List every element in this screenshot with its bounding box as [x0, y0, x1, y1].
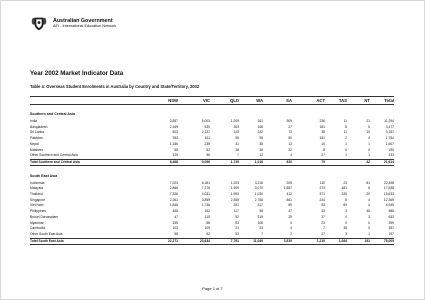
table-row [30, 148, 394, 153]
table-cell: 5,003 [201, 119, 210, 123]
table-row [30, 192, 394, 197]
table-cell: 15,633 [383, 192, 394, 196]
table-cell: 611 [204, 136, 210, 141]
column-header: TAS [338, 98, 347, 103]
table-cell: 1 [345, 141, 347, 146]
table-cell: 393 [172, 136, 178, 141]
table-cell: 1,219 [316, 238, 325, 243]
table-caption: Table 4: Overseas Student Enrolments in Australia by Country and State/Territory, 2002 [30, 84, 200, 89]
row-label: India [30, 119, 38, 123]
table-cell: 8,468 [169, 159, 178, 164]
table-cell: 10 [321, 141, 325, 146]
table-row [30, 119, 394, 124]
table-cell: 1,848 [169, 203, 178, 208]
table-cell: 69 [288, 203, 292, 208]
row-label: Malaysia [30, 186, 44, 191]
table-cell: 11 [343, 130, 347, 135]
table-total-row [30, 159, 394, 166]
row-label: Brunei Darussalam [30, 214, 59, 219]
coat-of-arms-icon [30, 14, 48, 32]
table-cell: 6 [368, 186, 370, 191]
table-cell: 242 [257, 130, 263, 135]
table-cell: 106 [257, 220, 263, 225]
table-cell: 29 [288, 214, 292, 219]
table-cell: 68 [206, 220, 210, 225]
table-cell: 55 [174, 147, 178, 152]
column-header: NT [364, 98, 370, 103]
table-cell: 96 [235, 136, 239, 141]
table-cell: 27 [321, 153, 325, 158]
table-row [30, 181, 394, 186]
region-heading: Southern and Central Asia [30, 112, 75, 116]
table-cell: 7,023 [169, 180, 178, 185]
table-cell: 53 [235, 220, 239, 225]
table-cell: 73 [288, 130, 292, 135]
table-cell: 56 [206, 153, 210, 158]
table-cell: 1,557 [283, 186, 292, 191]
column-header: ACT [316, 98, 325, 103]
table-cell: 209 [286, 180, 292, 185]
column-header: NSW [168, 98, 178, 103]
table-cell: 7 [261, 231, 263, 236]
table-cell: 42 [366, 159, 370, 164]
table-cell: 33 [321, 209, 325, 214]
table-cell: 52 [206, 147, 210, 152]
table-cell: 412 [286, 192, 292, 196]
table-cell: 251 [233, 203, 239, 208]
table-cell: 8 [345, 124, 347, 129]
page-number: Page 1 of 7 [202, 286, 223, 291]
table-cell: 11,049 [253, 238, 263, 243]
table-cell: 481 [341, 186, 347, 191]
table-cell: 151 [319, 136, 325, 141]
table-cell: 2,137 [201, 130, 210, 135]
table-cell: 273 [319, 186, 325, 191]
table-cell: 22,498 [383, 180, 394, 185]
table-cell: 12 [259, 153, 263, 158]
table-cell: 4 [290, 226, 292, 231]
table-cell: 1,754 [385, 136, 394, 141]
table-cell: 37 [321, 214, 325, 219]
table-row [30, 203, 394, 208]
table-row [30, 198, 394, 203]
table-cell: 2,768 [254, 197, 263, 202]
table-cell: 4 [290, 153, 292, 158]
table-cell: 1,203 [230, 180, 239, 185]
table-row [30, 153, 394, 158]
table-cell: 27 [321, 231, 325, 236]
table-cell: 315 [257, 214, 263, 219]
table-cell: 399 [388, 220, 394, 225]
table-cell: 1,030 [254, 192, 263, 196]
table-cell: 503 [172, 130, 178, 135]
table-cell: 1 [368, 141, 370, 146]
table-cell: 181 [319, 124, 325, 129]
table-total-row [30, 238, 394, 245]
table-cell: 117 [233, 209, 239, 214]
table-cell: 3 [345, 231, 347, 236]
table-row [30, 142, 394, 147]
table-cell: 466 [172, 209, 178, 214]
table-cell: 7 [323, 226, 325, 231]
table-cell: 58 [174, 231, 178, 236]
table-cell: 23 [321, 220, 325, 225]
table-cell: 92 [235, 214, 239, 219]
table-cell: 3,519 [283, 238, 292, 243]
table-cell: 7,276 [201, 186, 210, 191]
table-cell: 0 [345, 220, 347, 225]
table-cell: 192 [204, 209, 210, 214]
table-cell: 1 [368, 153, 370, 158]
column-header: Total [384, 98, 394, 103]
table-row [30, 215, 394, 220]
table-cell: 190 [388, 147, 394, 152]
table-cell: 4 [368, 136, 370, 141]
table-cell: 2 [290, 231, 292, 236]
table-cell: 155 [172, 220, 178, 225]
table-cell: 23,634 [199, 238, 210, 243]
table-header [30, 96, 394, 105]
table-cell: 239 [204, 141, 210, 146]
table-cell: 3,859 [201, 197, 210, 202]
table-row [30, 232, 394, 237]
row-label: Viet Nam [30, 203, 44, 208]
table-cell: 2,866 [169, 186, 178, 191]
table-cell: 8 [345, 197, 347, 202]
table-cell: 125 [172, 153, 178, 158]
table-cell: 0 [345, 214, 347, 219]
table-cell: 36 [259, 147, 263, 152]
table-cell: 633 [388, 214, 394, 219]
table-cell: 4 [368, 203, 370, 208]
row-label: Pakistan [30, 136, 43, 141]
table-cell: 23 [343, 180, 347, 185]
table-cell: 0 [368, 220, 370, 225]
region-heading: South East Asia [30, 173, 58, 178]
table-cell: 620 [286, 159, 292, 164]
column-header: QLD [230, 98, 239, 103]
table-cell: 3,477 [385, 124, 394, 129]
table-cell: 986 [388, 209, 394, 214]
column-header: SA [286, 98, 292, 103]
row-label: Philippines [30, 209, 46, 214]
table-cell: 3,070 [254, 186, 263, 191]
table-cell: 3 [368, 214, 370, 219]
row-label: Other Southern and Central Asia [30, 153, 78, 158]
table-cell: 8 [323, 147, 325, 152]
table-cell: 2,355 [230, 197, 239, 202]
table-row [30, 136, 394, 141]
table-cell: 38 [343, 226, 347, 231]
table-cell: 4,031 [201, 192, 210, 196]
table-cell: 1,209 [230, 119, 239, 123]
table-cell: 1,018 [254, 159, 263, 164]
table-cell: 143 [233, 130, 239, 135]
table-cell: 38 [321, 130, 325, 135]
table-cell: 357 [388, 226, 394, 231]
table-cell: 3,857 [169, 119, 178, 123]
table-row [30, 221, 394, 226]
table-cell: 17,538 [383, 186, 394, 191]
table-cell: 5 [368, 124, 370, 129]
table-cell: 13 [288, 141, 292, 146]
table-cell: 2,169 [169, 124, 178, 129]
table-cell: 110 [204, 214, 210, 219]
org-name: Australian Government [53, 17, 113, 24]
table-cell: 11 [343, 119, 347, 123]
table-cell: 317 [257, 203, 263, 208]
table-cell: 110 [319, 180, 325, 185]
table-cell: 69 [343, 203, 347, 208]
org-network: AEI - International Education Network [53, 23, 117, 28]
row-label: Bangladesh [30, 124, 48, 129]
table-cell: 3 [345, 209, 347, 214]
table-cell: 371 [319, 192, 325, 196]
table-cell: 22,271 [167, 238, 178, 243]
table-cell: 9,096 [201, 159, 210, 164]
table-cell: 1 [368, 231, 370, 236]
row-label: Other South East Asia [30, 231, 63, 236]
table-cell: 4,949 [385, 203, 394, 208]
table-cell: 3,216 [254, 180, 263, 185]
table-cell: 1,909 [230, 186, 239, 191]
table-cell: 46 [366, 209, 370, 214]
table-cell: 22 [288, 147, 292, 152]
row-label: Total South East Asia [30, 238, 64, 243]
column-header: VIC [203, 98, 210, 103]
table-cell: 103 [172, 226, 178, 231]
table-cell: 191 [364, 238, 370, 243]
header-logo [30, 14, 116, 32]
table-cell: 225 [341, 192, 347, 196]
row-label: Nepal [30, 141, 39, 146]
row-label: Indonesia [30, 180, 45, 185]
table-cell: 31 [235, 141, 239, 146]
table-cell: 23 [259, 226, 263, 231]
table-cell: 0 [368, 147, 370, 152]
row-label: Sri Lanka [30, 130, 44, 135]
table-cell: 630 [204, 124, 210, 129]
table-cell: 197 [388, 231, 394, 236]
table-cell: 0 [345, 147, 347, 152]
table-cell: 303 [233, 124, 239, 129]
table-cell: 7 [237, 153, 239, 158]
table-cell: 81 [366, 180, 370, 185]
table-cell: 861 [286, 197, 292, 202]
table-row [30, 125, 394, 130]
table-cell: 21 [235, 226, 239, 231]
table-cell: 53 [321, 203, 325, 208]
table-cell: 7,791 [230, 238, 239, 243]
table-cell: 6,181 [201, 180, 210, 185]
table-row [30, 186, 394, 191]
table-cell: 4 [290, 220, 292, 225]
table-cell: 1,186 [169, 141, 178, 146]
row-label: Thailand [30, 192, 43, 196]
table-cell: 28 [235, 147, 239, 152]
row-label: Maldives [30, 147, 44, 152]
table-cell: 50 [288, 136, 292, 141]
column-header: WA [256, 98, 263, 103]
table-cell: 2,261 [169, 197, 178, 202]
table-row [30, 226, 394, 231]
table-cell: 98 [259, 209, 263, 214]
table-cell: 27 [288, 124, 292, 129]
table-cell: 47 [174, 214, 178, 219]
row-label: Singapore [30, 197, 46, 202]
table-cell: 79 [321, 159, 325, 164]
table-cell: 1,749 [230, 159, 239, 164]
table-cell: 21,614 [383, 159, 394, 164]
table-cell: 109 [204, 226, 210, 231]
table-cell: 1,736 [201, 203, 210, 208]
table-cell: 12,369 [383, 197, 394, 202]
table-cell: 21 [366, 119, 370, 123]
table-cell: 11,294 [384, 119, 394, 123]
table-cell: 47 [288, 209, 292, 214]
table-row [30, 209, 394, 214]
table-cell: 3,157 [385, 130, 394, 135]
table-cell: 168 [257, 124, 263, 129]
row-label: Myanmar [30, 220, 44, 225]
table-cell: 95 [259, 136, 263, 141]
table-cell: 0 [368, 226, 370, 231]
table-cell: 75,009 [383, 238, 394, 243]
table-cell: 62 [206, 231, 210, 236]
table-cell: 1,993 [230, 192, 239, 196]
table-cell: 161 [257, 119, 263, 123]
table-cell: 233 [388, 153, 394, 158]
table-row [30, 130, 394, 135]
table-cell: 38 [259, 141, 263, 146]
table-cell: 236 [319, 119, 325, 123]
document-title: Year 2002 Market Indicator Data [30, 70, 124, 77]
table-cell: 7,326 [169, 192, 178, 196]
table-cell: 244 [319, 197, 325, 202]
table-cell: 909 [286, 119, 292, 123]
table-cell: 53 [235, 231, 239, 236]
table-cell: 1,084 [338, 238, 347, 243]
table-cell: 1 [345, 153, 347, 158]
table-cell: 4 [368, 197, 370, 202]
row-label: Total Southern and Central Asia [30, 159, 80, 164]
table-cell: 2 [345, 136, 347, 141]
row-label: Cambodia [30, 226, 46, 231]
table-cell: 10 [366, 130, 370, 135]
table-cell: 1,507 [385, 141, 394, 146]
table-cell: 20 [366, 192, 370, 196]
